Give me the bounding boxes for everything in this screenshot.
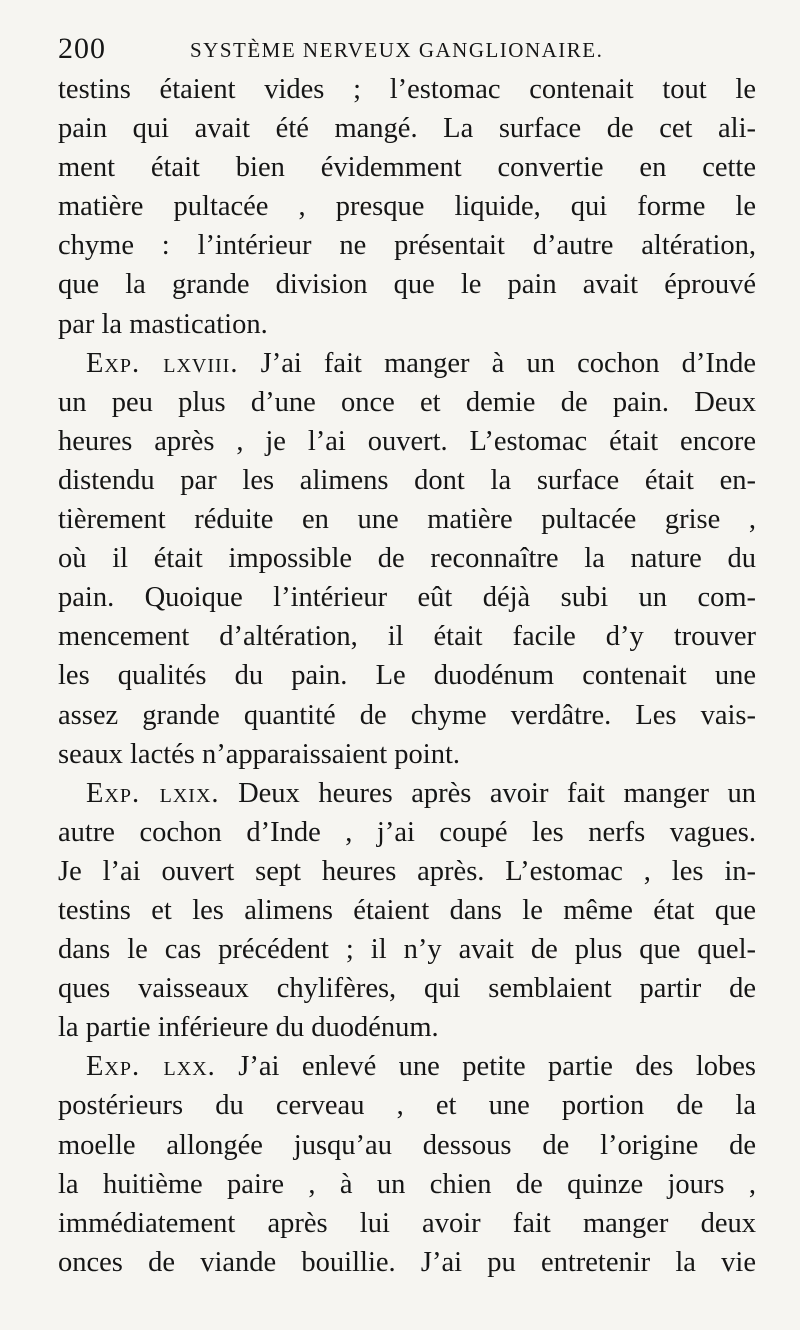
text-line: testins et les alimens étaient dans le même état que xyxy=(58,894,756,926)
text-line: où il était impossible de reconnaître la nature du xyxy=(58,543,756,575)
text-line: heures après , je l’ai ouvert. L’estomac était encore xyxy=(58,425,756,457)
text-line: un peu plus d’une once et demie de pain. Deux xyxy=(58,386,756,418)
text-line: distendu par les alimens dont la surface était en- xyxy=(58,464,756,496)
text-line: Je l’ai ouvert sept heures après. L’estomac , les in- xyxy=(58,855,756,887)
text-line: moelle allongée jusqu’au dessous de l’origine de xyxy=(58,1129,756,1161)
text-fragment: J’ai enlevé une petite partie des lobes xyxy=(215,1051,756,1083)
page-header xyxy=(58,30,758,70)
text-line: que la grande division que le pain avait éprouvé xyxy=(58,269,756,301)
text-line: immédiatement après lui avoir fait manger deux xyxy=(58,1207,756,1239)
text-line: la partie inférieure du duodénum. xyxy=(58,1012,439,1044)
text-line: postérieurs du cerveau , et une portion de la xyxy=(58,1090,756,1122)
experiment-label: Exp. lxviii. xyxy=(86,347,239,379)
paragraph-first-line xyxy=(58,344,756,383)
text-line: testins étaient vides ; l’estomac contenait tout le xyxy=(58,74,756,105)
paragraph-first-line xyxy=(58,1047,756,1086)
text-line: chyme : l’intérieur ne présentait d’autre altération, xyxy=(58,230,756,262)
text-line: tièrement réduite en une matière pultacée grise , xyxy=(58,504,756,536)
text-fragment: J’ai fait manger à un cochon d’Inde xyxy=(238,347,756,379)
text-line: pain. Quoique l’intérieur eût déjà subi un com- xyxy=(58,582,756,614)
text-line: par la mastication. xyxy=(58,308,268,340)
text-line: dans le cas précédent ; il n’y avait de plus que quel- xyxy=(58,934,756,966)
text-line: mencement d’altération, il était facile d’y trouver xyxy=(58,621,756,653)
text-line: assez grande quantité de chyme verdâtre. Les vais- xyxy=(58,699,756,731)
text-line: ques vaisseaux chylifères, qui semblaient partir de xyxy=(58,973,756,1005)
text-line: la huitième paire , à un chien de quinze jours , xyxy=(58,1168,756,1200)
paragraph-first-line xyxy=(58,774,756,813)
body-text xyxy=(58,70,756,1282)
text-line: ment était bien évidemment convertie en cette xyxy=(58,152,756,184)
text-fragment: Deux heures après avoir fait manger un xyxy=(219,777,756,809)
text-line: les qualités du pain. Le duodénum contenait une xyxy=(58,660,756,692)
text-line: seaux lactés n’apparaissaient point. xyxy=(58,738,461,770)
experiment-label: Exp. lxx. xyxy=(86,1051,216,1083)
page-number: 200 xyxy=(58,32,106,65)
text-line: autre cochon d’Inde , j’ai coupé les nerfs vagues. xyxy=(58,816,756,848)
running-title: SYSTÈME NERVEUX GANGLIONAIRE. xyxy=(190,38,604,62)
experiment-label: Exp. lxix. xyxy=(86,777,220,809)
text-line: onces de viande bouillie. J’ai pu entretenir la vie xyxy=(58,1246,756,1278)
text-line: pain qui avait été mangé. La surface de cet ali- xyxy=(58,113,756,145)
text-line: matière pultacée , presque liquide, qui forme le xyxy=(58,191,756,223)
